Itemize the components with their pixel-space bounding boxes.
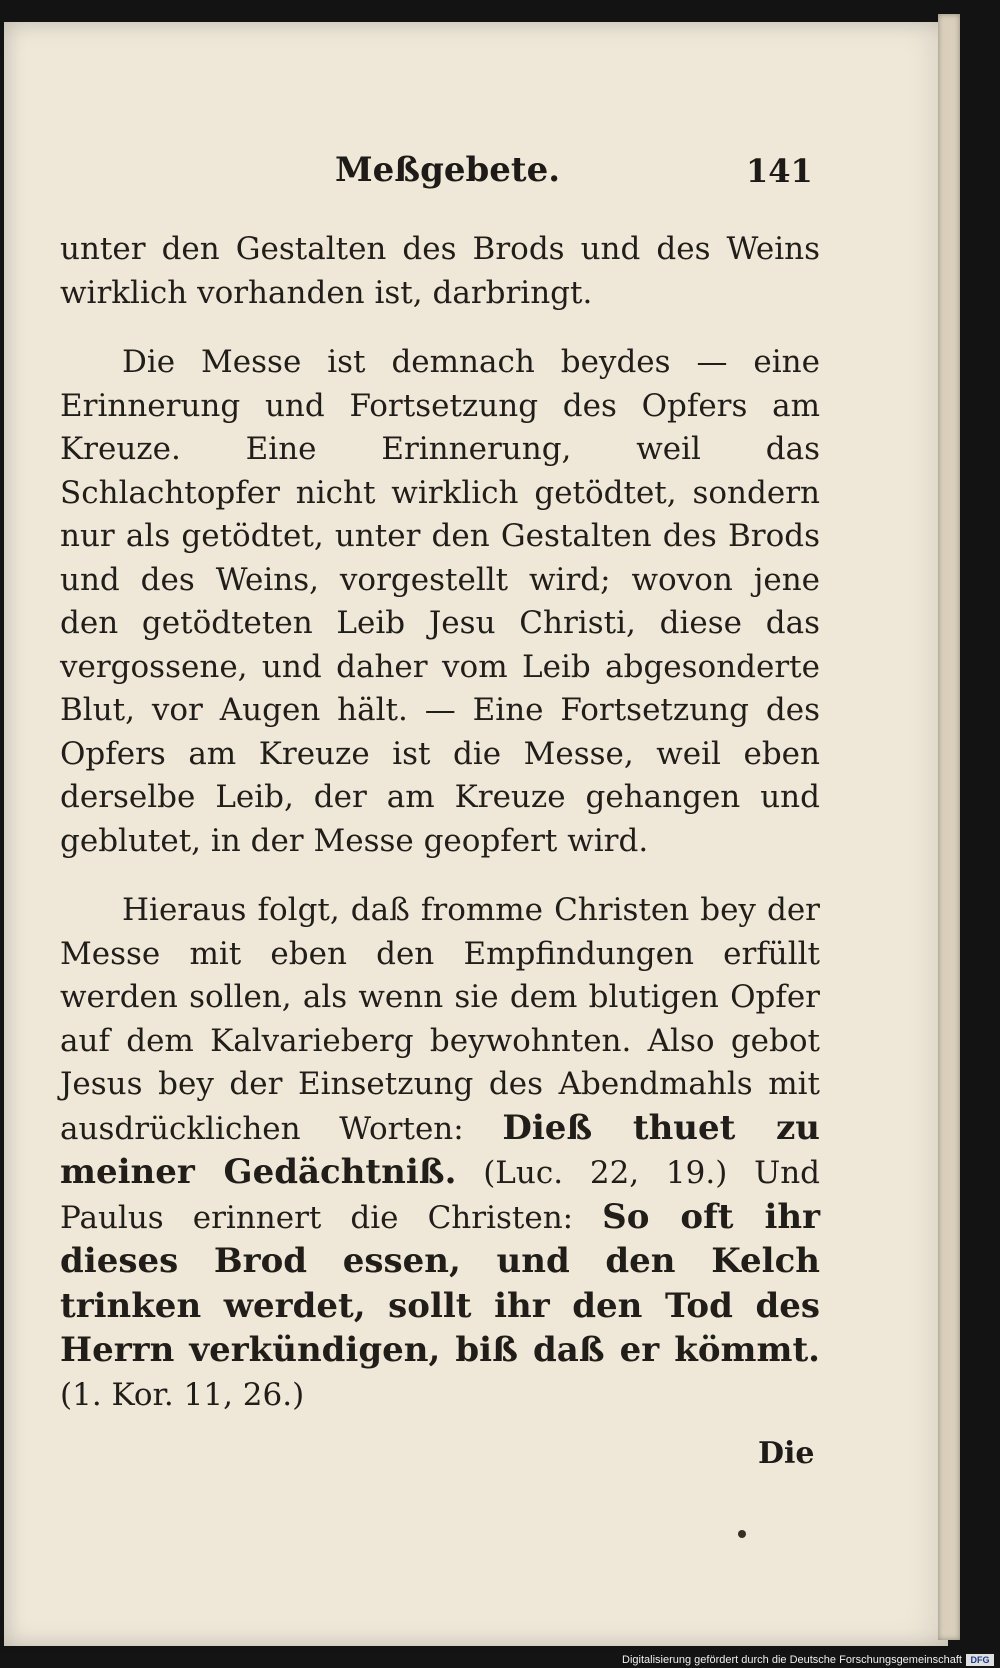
catchword: Die [758,1436,815,1471]
paragraph-3-lead: Hieraus folgt, daß fromme Christen bey der Messe mit eben den Empfindungen erfüllt werden sollen, als wenn sie dem blutigen Opfer auf dem Kalvarieberg beywohnten. Also gebot Jesus bey der Einsetzung des Abendmahls mit ausdrücklichen Worten: [60,892,820,1147]
footer-credit: Digitalisierung gefördert durch die Deutsche Forschungsgemeinschaft [622,1654,962,1666]
dfg-logo: DFG [966,1654,994,1666]
printer-mark [738,1530,746,1538]
quote-corinthians: So oft ihr dieses Brod essen, und den Kelch trinken werdet, sollt ihr den Tod des Herrn verkündigen, biß daß er kömmt. [60,1196,820,1370]
running-head: Meßgebete. [335,150,561,190]
page-body [60,228,820,1417]
paragraph-1: unter den Gestalten des Brods und des Weins wirklich vorhanden ist, darbringt. [60,231,820,311]
reference-luke: (Luc. 22, 19.) Und Paulus erinnert die Christen: [60,1155,820,1236]
page-number: 141 [746,152,813,190]
paragraph-2: Die Messe ist demnach beydes — eine Erinnerung und Fortsetzung des Opfers am Kreuze. Eine Erinnerung, weil das Schlachtopfer nicht wirklich getödtet, sondern nur als getödtet, unter den Gestalten des Brods und des Weins, vorgestellt wird; wovon jene den getödteten Leib Jesu Christi, diese das vergossene, und daher vom Leib abgesonderte Blut, vor Augen hält. — Eine Fortsetzung des Opfers am Kreuze ist die Messe, weil eben derselbe Leib, der am Kreuze gehangen und geblutet, in der Messe geopfert wird. [60,344,820,859]
page-header [0,150,944,200]
quote-luke: Dieß thuet zu meiner Gedächtniß. [60,1107,820,1192]
paragraph-3 [60,889,820,1417]
reference-corinthians: (1. Kor. 11, 26.) [60,1376,305,1413]
page-edge [938,14,960,1640]
